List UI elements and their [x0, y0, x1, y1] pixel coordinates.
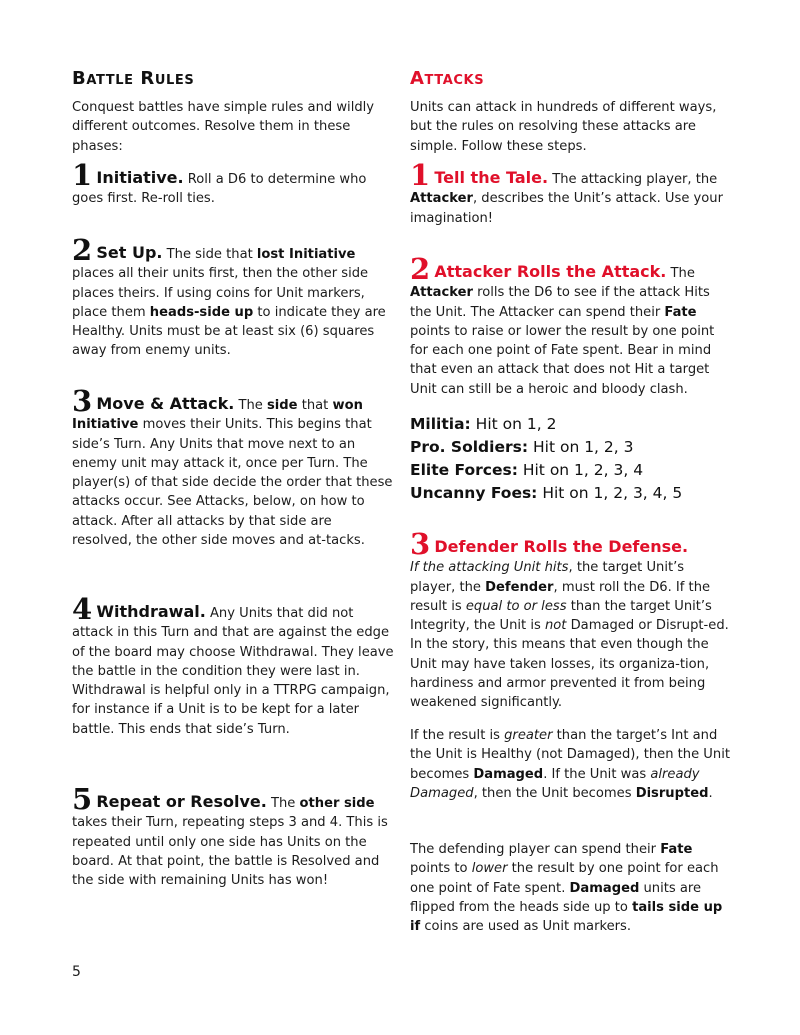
- hit-table-label: Pro. Soldiers:: [410, 438, 529, 456]
- step-name: Tell the Tale.: [434, 168, 549, 187]
- phase-text: The: [266, 796, 300, 811]
- step-name: Attacker Rolls the Attack.: [434, 262, 667, 281]
- step-tell-the-tale: [410, 158, 732, 228]
- hit-table-label: Uncanny Foes:: [410, 484, 538, 502]
- step-text: , must roll the D6. If the result is: [410, 579, 711, 614]
- phase-number: 5: [72, 782, 93, 816]
- hit-table-value: Hit on 1, 2: [470, 415, 557, 433]
- hit-table-value: Hit on 1, 2, 3, 4: [517, 461, 644, 479]
- damage-paragraph: [410, 726, 732, 803]
- para-text: The defending player can spend their: [410, 842, 661, 857]
- para-text: .: [708, 785, 713, 801]
- battle-rules-intro: Conquest battles have simple rules and wildly different outcomes. Resolve them in these phases:: [72, 100, 375, 154]
- phase-text: Any Units that did not attack in this Turn and that are against the edge of the board may choose Withdrawal. They leave the battle in the condition they were last in. Withdrawal is helpful only in a TTRPG campaign, for instance if a Unit is to be kept for a later battle. This ends that side’s Turn.: [72, 606, 394, 737]
- step-text: than the target Unit’s Integrity, the Unit is: [410, 598, 712, 634]
- hit-table-value: Hit on 1, 2, 3: [528, 438, 634, 456]
- phase-number: 1: [72, 158, 93, 192]
- para-text: . If the Unit was: [543, 766, 651, 782]
- step-emphasis: Attacker: [410, 191, 473, 207]
- step-number: 2: [410, 252, 431, 286]
- phase-number: 3: [72, 384, 93, 418]
- phase-text: places all their units first, then the other side places theirs. If using coins for Unit markers, place them: [72, 266, 369, 320]
- phase-repeat-resolve: [72, 782, 394, 890]
- para-emphasis: tails side up if: [410, 899, 723, 935]
- phase-emphasis: other side: [299, 796, 375, 811]
- para-text: than the target’s Int and the Unit is Healthy (not Damaged), then the Unit becomes: [410, 728, 730, 782]
- step-number: 3: [410, 527, 431, 561]
- phase-move-attack: [72, 384, 394, 550]
- step-emphasis: Defender: [485, 579, 554, 595]
- phase-text: moves their Units. This begins that side’s Turn. Any Units that move next to an enemy unit may attack it, once per Turn. The player(s) of that side decide the order that these attacks occur. See Attacks, below, on how to attack. After all attacks by that side are resolved, the other side moves and at-tacks.: [72, 417, 393, 549]
- phase-name: Repeat or Resolve.: [96, 792, 267, 811]
- step-number: 1: [410, 158, 431, 192]
- phase-name: Withdrawal.: [96, 602, 206, 621]
- para-emphasis: Damaged: [473, 766, 544, 782]
- step-text: Damaged or Disrupt-ed. In the story, this means that even though the Unit may have taken losses, its organiza-tion, hardiness and armor prevented it from being weakened significantly.: [410, 618, 729, 711]
- phase-text: to indicate they are Healthy. Units must be at least six (6) squares away from enemy units.: [72, 304, 386, 359]
- para-text: the result by one point for each one point of Fate spent.: [410, 861, 719, 896]
- phase-initiative: [72, 158, 394, 209]
- phase-name: Initiative.: [96, 168, 184, 187]
- step-attacker-rolls: [410, 252, 732, 399]
- attacks-intro: Units can attack in hundreds of different ways, but the rules on resolving these attacks are simple. Follow these steps.: [410, 100, 717, 154]
- para-italic: greater: [504, 728, 553, 743]
- phase-withdrawal: [72, 592, 394, 739]
- step-italic: If the attacking Unit hits: [410, 560, 569, 576]
- phase-text: takes their Turn, repeating steps 3 and 4. This is repeated until only one side has Units on the board. At that point, the battle is Resolved and the side with remaining Units has won!: [72, 815, 388, 889]
- phase-set-up: [72, 233, 394, 361]
- phase-name: Set Up.: [96, 243, 163, 262]
- para-emphasis: Disrupted: [635, 785, 709, 801]
- para-text: coins are used as Unit markers.: [420, 919, 631, 935]
- phase-emphasis: won Initiative: [72, 398, 363, 433]
- step-text: , describes the Unit’s attack. Use your imagination!: [410, 191, 723, 226]
- phase-text: that: [297, 398, 333, 413]
- hit-table-value: Hit on 1, 2, 3, 4, 5: [537, 484, 683, 502]
- hit-table-row: [410, 413, 556, 435]
- phase-emphasis: heads-side up: [149, 304, 254, 320]
- step-text: The: [666, 266, 695, 281]
- para-text: , then the Unit becomes: [473, 785, 636, 801]
- phase-emphasis: lost Initiative: [256, 247, 356, 262]
- phase-name: Move & Attack.: [96, 394, 235, 413]
- fate-paragraph: [410, 840, 732, 936]
- hit-table-label: Militia:: [410, 415, 471, 433]
- phase-number: 2: [72, 233, 93, 267]
- para-emphasis: Damaged: [569, 880, 640, 896]
- step-defender-rolls: [410, 527, 732, 713]
- hit-table-row: [410, 482, 682, 504]
- step-text: points to raise or lower the result by one point for each one point of Fate spent. Bear in mind that even an attack that does not Hit a target Unit can still be a heroic and bloody clash.: [410, 323, 715, 397]
- step-emphasis: Attacker: [410, 285, 473, 301]
- para-italic: lower: [471, 861, 508, 877]
- phase-emphasis: side: [267, 398, 298, 413]
- phase-text: Roll a D6 to determine who goes first. Re-roll ties.: [72, 172, 367, 207]
- para-italic: already Damaged: [410, 766, 700, 801]
- phase-number: 4: [72, 592, 93, 626]
- battle-rules-heading: Battle Rules: [72, 68, 195, 89]
- hit-table-row: [410, 436, 633, 458]
- step-text: The attacking player, the: [548, 172, 718, 187]
- step-text: , the target Unit’s player, the: [410, 560, 685, 595]
- page-number: 5: [72, 964, 81, 980]
- step-italic: equal to or less: [465, 598, 567, 614]
- attacks-heading: Attacks: [410, 68, 485, 89]
- para-text: units are flipped from the heads side up to: [410, 880, 702, 915]
- para-text: If the result is: [410, 728, 505, 743]
- para-text: points to: [410, 861, 472, 877]
- hit-table-label: Elite Forces:: [410, 461, 518, 479]
- step-text: rolls the D6 to see if the attack Hits the Unit. The Attacker can spend their: [410, 285, 710, 320]
- step-name: Defender Rolls the Defense.: [434, 537, 689, 556]
- step-italic: not: [544, 618, 567, 634]
- phase-text: The side that: [162, 247, 257, 262]
- step-emphasis: Fate: [664, 304, 697, 320]
- para-emphasis: Fate: [660, 842, 693, 857]
- phase-text: The: [234, 398, 268, 413]
- hit-table-row: [410, 459, 643, 481]
